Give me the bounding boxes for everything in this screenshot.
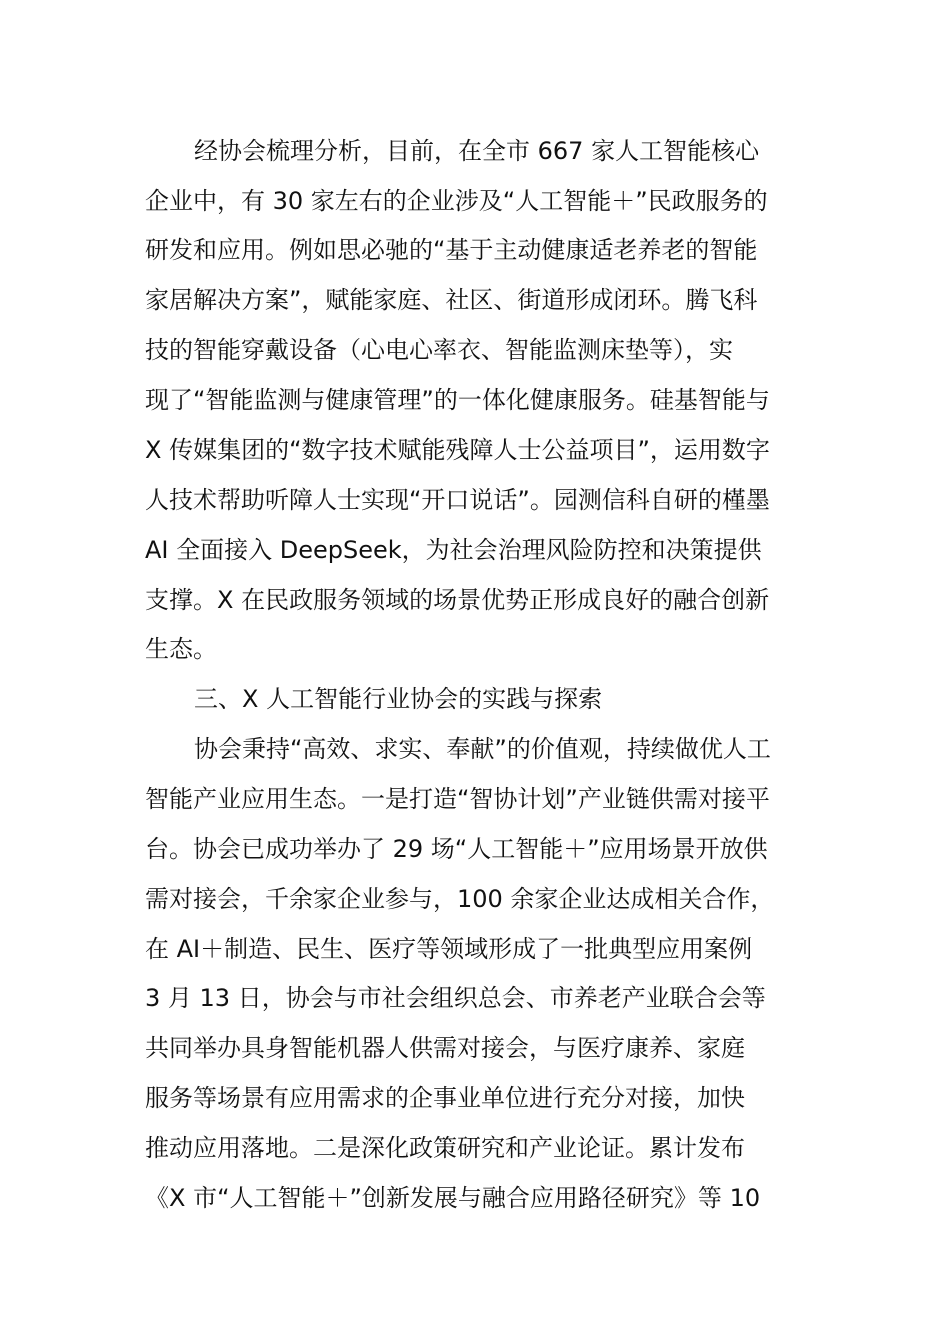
paragraph-1-line-8: 人技术帮助听障人士实现“开口说话”。园测信科自研的槿墨 [145, 486, 770, 514]
paragraph-2-line-3: 台。协会已成功举办了 29 场“人工智能＋”应用场景开放供 [145, 835, 768, 863]
paragraph-2-line-5: 在 AI＋制造、民生、医疗等领域形成了一批典型应用案例 [145, 935, 753, 963]
paragraph-1-line-4: 家居解决方案”，赋能家庭、社区、街道形成闭环。腾飞科 [145, 286, 758, 314]
paragraph-1-line-5: 技的智能穿戴设备（心电心率衣、智能监测床垫等），实 [145, 336, 733, 364]
section-heading: 三、X 人工智能行业协会的实践与探索 [194, 685, 603, 713]
paragraph-2-line-7: 共同举办具身智能机器人供需对接会，与医疗康养、家庭 [145, 1034, 745, 1062]
paragraph-1-line-3: 研发和应用。例如思必驰的“基于主动健康适老养老的智能 [145, 236, 758, 264]
paragraph-2-line-6: 3 月 13 日，协会与市社会组织总会、市养老产业联合会等 [145, 984, 766, 1012]
paragraph-2-line-9: 推动应用落地。二是深化政策研究和产业论证。累计发布 [145, 1134, 745, 1162]
paragraph-2-line-10: 《X 市“人工智能＋”创新发展与融合应用路径研究》等 10 [145, 1184, 761, 1212]
paragraph-1-line-1: 经协会梳理分析，目前，在全市 667 家人工智能核心 [194, 137, 760, 165]
paragraph-1-line-2: 企业中，有 30 家左右的企业涉及“人工智能＋”民政服务的 [145, 187, 768, 215]
paragraph-1-line-10: 支撑。X 在民政服务领域的场景优势正形成良好的融合创新 [145, 586, 770, 614]
paragraph-2-line-1: 协会秉持“高效、求实、奉献”的价值观，持续做优人工 [194, 735, 771, 763]
paragraph-1-line-6: 现了“智能监测与健康管理”的一体化健康服务。硅基智能与 [145, 386, 770, 414]
paragraph-2-line-8: 服务等场景有应用需求的企事业单位进行充分对接，加快 [145, 1084, 745, 1112]
paragraph-2-line-2: 智能产业应用生态。一是打造“智协计划”产业链供需对接平 [145, 785, 770, 813]
paragraph-1-line-7: X 传媒集团的“数字技术赋能残障人士公益项目”，运用数字 [145, 436, 770, 464]
paragraph-2-line-4: 需对接会，千余家企业参与，100 余家企业达成相关合作， [145, 885, 775, 913]
paragraph-1-line-9: AI 全面接入 DeepSeek，为社会治理风险防控和决策提供 [145, 536, 762, 564]
paragraph-1-line-11: 生态。 [145, 635, 217, 663]
